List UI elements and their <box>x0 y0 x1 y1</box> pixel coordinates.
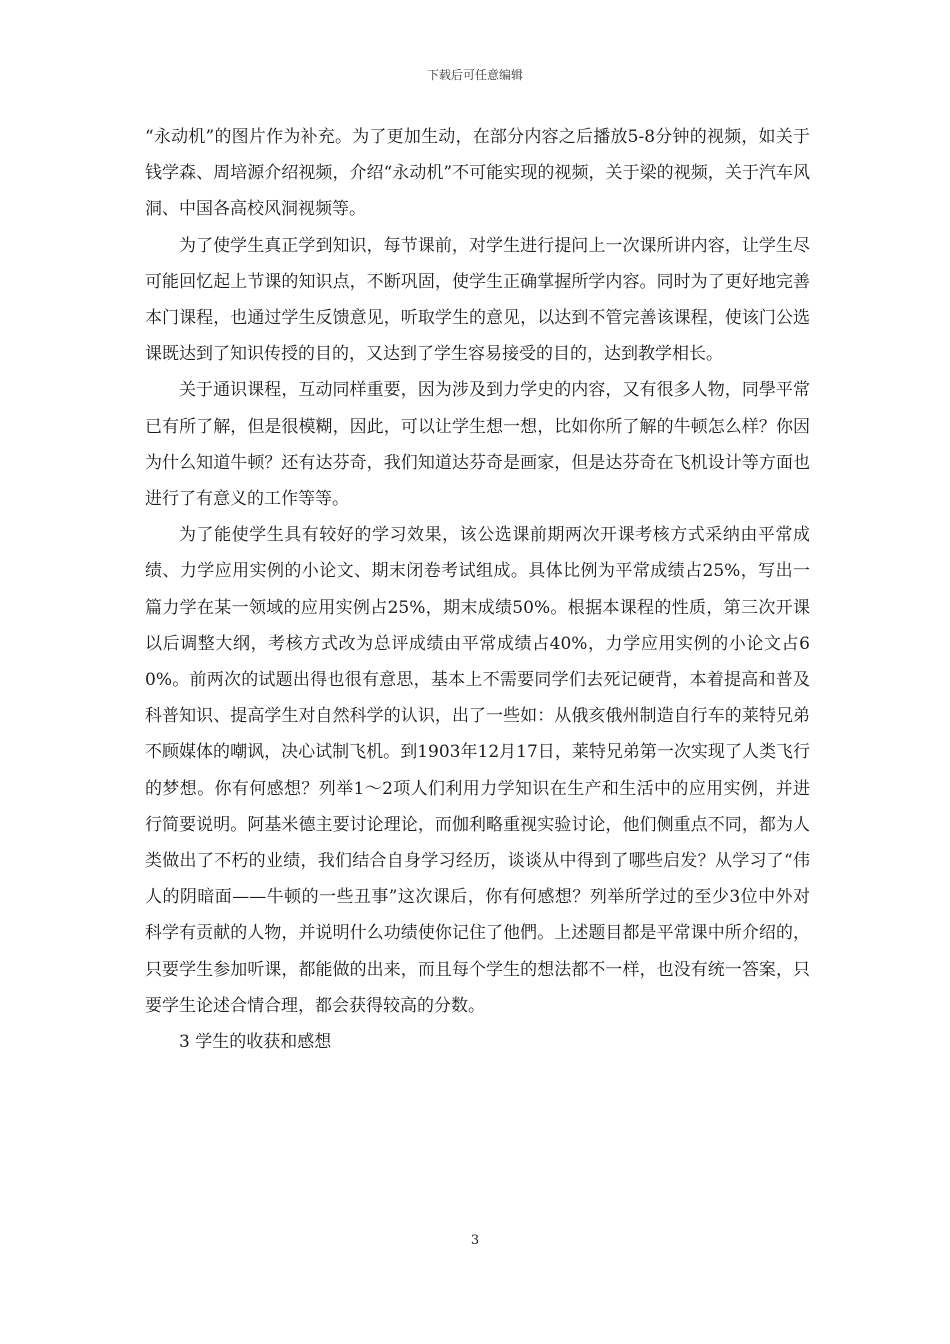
document-body <box>145 119 810 1060</box>
page-header: 下载后可任意编辑 <box>426 68 523 82</box>
paragraph-assessment: 为了能使学生具有较好的学习效果，该公选课前期两次开课考核方式采纳由平常成绩、力学应用实例的小论文、期末闭卷考试组成。具体比例为平常成绩占25%，写出一篇力学在某一领域的应用实例占25%，期末成绩50%。根据本课程的性质，第三次开课以后调整大纲，考核方式改为总评成绩由平常成绩占40%，力学应用实例的小论文占60%。前两次的试题出得也很有意思，基本上不需要同学们去死记硬背，本着提高和普及科普知识、提高学生对自然科学的认识，出了一些如：从俄亥俄州制造自行车的莱特兄弟不顾媒体的嘲讽，决心试制飞机。到1903年12月17日，莱特兄弟第一次实现了人类飞行的梦想。你有何感想？列举1～2项人们利用力学知识在生产和生活中的应用实例，并进行简要说明。阿基米德主要讨论理论，而伽利略重视实验讨论，他们侧重点不同，都为人类做出了不朽的业绩，我们结合自身学习经历，谈谈从中得到了哪些启发？从学习了“伟人的阴暗面——牛顿的一些丑事”这次课后，你有何感想？列举所学过的至少3位中外对科学有贡献的人物，并说明什么功绩使你记住了他們。上述题目都是平常课中所介绍的，只要学生参加听课，都能做的出来，而且每个学生的想法都不一样，也没有统一答案，只要学生论述合情合理，都会获得较高的分数。 <box>145 525 810 1016</box>
paragraph-interaction: 关于通识课程，互动同样重要，因为涉及到力学史的内容，又有很多人物，同學平常已有所了解，但是很模糊，因此，可以让学生想一想，比如你所了解的牛顿怎么样？你因为什么知道牛顿？还有达芬奇，我们知道达芬奇是画家，但是达芬奇在飞机设计等方面也进行了有意义的工作等等。 <box>145 380 810 510</box>
page-number: 3 <box>470 1233 480 1248</box>
paragraph-continuation: “永动机”的图片作为补充。为了更加生动，在部分内容之后播放5-8分钟的视频，如关于钱学森、周培源介绍视频，介绍“永动机”不可能实现的视频，关于梁的视频，关于汽车风洞、中国各高校风洞视频等。 <box>145 127 810 220</box>
paragraph-review: 为了使学生真正学到知识，每节课前，对学生进行提问上一次课所讲内容，让学生尽可能回忆起上节课的知识点，不断巩固，使学生正确掌握所学内容。同时为了更好地完善本门课程，也通过学生反馈意见，听取学生的意见，以达到不管完善该课程，使该门公选课既达到了知识传授的目的，又达到了学生容易接受的目的，达到教学相长。 <box>145 235 810 365</box>
section-heading: 3 学生的收获和感想 <box>179 1032 332 1053</box>
